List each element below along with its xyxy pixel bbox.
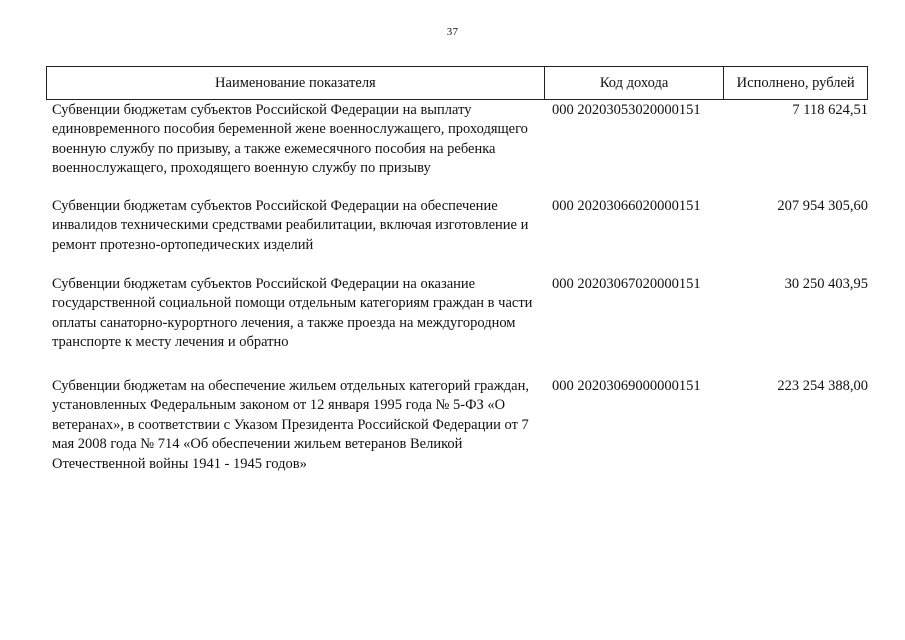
row-amount: 30 250 403,95 bbox=[784, 276, 868, 292]
row-code: 000 20203067020000151 bbox=[552, 276, 701, 292]
row-name: Субвенции бюджетам субъектов Российской Федерации на выплату единовременного пособия беременной жене военнослужащего, проходящего военную службу по призыву, а также ежемесячного пособия на ребенка военнослужащего, проходящего военную службу по призыву bbox=[52, 102, 528, 177]
row-amount: 207 954 305,60 bbox=[777, 198, 868, 214]
header-amount: Исполнено, рублей bbox=[723, 67, 867, 99]
header-code: Код дохода bbox=[544, 67, 724, 99]
page-number: 37 bbox=[446, 26, 459, 38]
row-amount: 7 118 624,51 bbox=[792, 102, 868, 118]
row-code: 000 20203069000000151 bbox=[552, 378, 701, 394]
table-row bbox=[46, 275, 868, 377]
row-name: Субвенции бюджетам субъектов Российской Федерации на оказание государственной социальной помощи отдельным категориям граждан в части оплаты санаторно-курортного лечения, а также проезда на междугородном транспорте к месту лечения и обратно bbox=[52, 276, 533, 351]
row-code: 000 20203053020000151 bbox=[552, 102, 701, 118]
row-name: Субвенции бюджетам на обеспечение жильем отдельных категорий граждан, установленных Федеральным законом от 12 января 1995 года № 5-ФЗ «О ветеранах», в соответствии с Указом Президента Российской Федерации от 7 мая 2008 года № 714 «Об обеспечении жильем ветеранов Великой Отечественной войны 1941 - 1945 годов» bbox=[52, 378, 529, 472]
row-name: Субвенции бюджетам субъектов Российской Федерации на обеспечение инвалидов техническими средствами реабилитации, включая изготовление и ремонт протезно-ортопедических изделий bbox=[52, 198, 529, 253]
table-row bbox=[46, 197, 868, 275]
row-code: 000 20203066020000151 bbox=[552, 198, 701, 214]
row-amount: 223 254 388,00 bbox=[777, 378, 868, 394]
table-row bbox=[46, 101, 868, 197]
header-name: Наименование показателя bbox=[215, 74, 376, 91]
revenue-table bbox=[46, 66, 868, 477]
table-header bbox=[46, 66, 868, 100]
table-row bbox=[46, 377, 868, 477]
